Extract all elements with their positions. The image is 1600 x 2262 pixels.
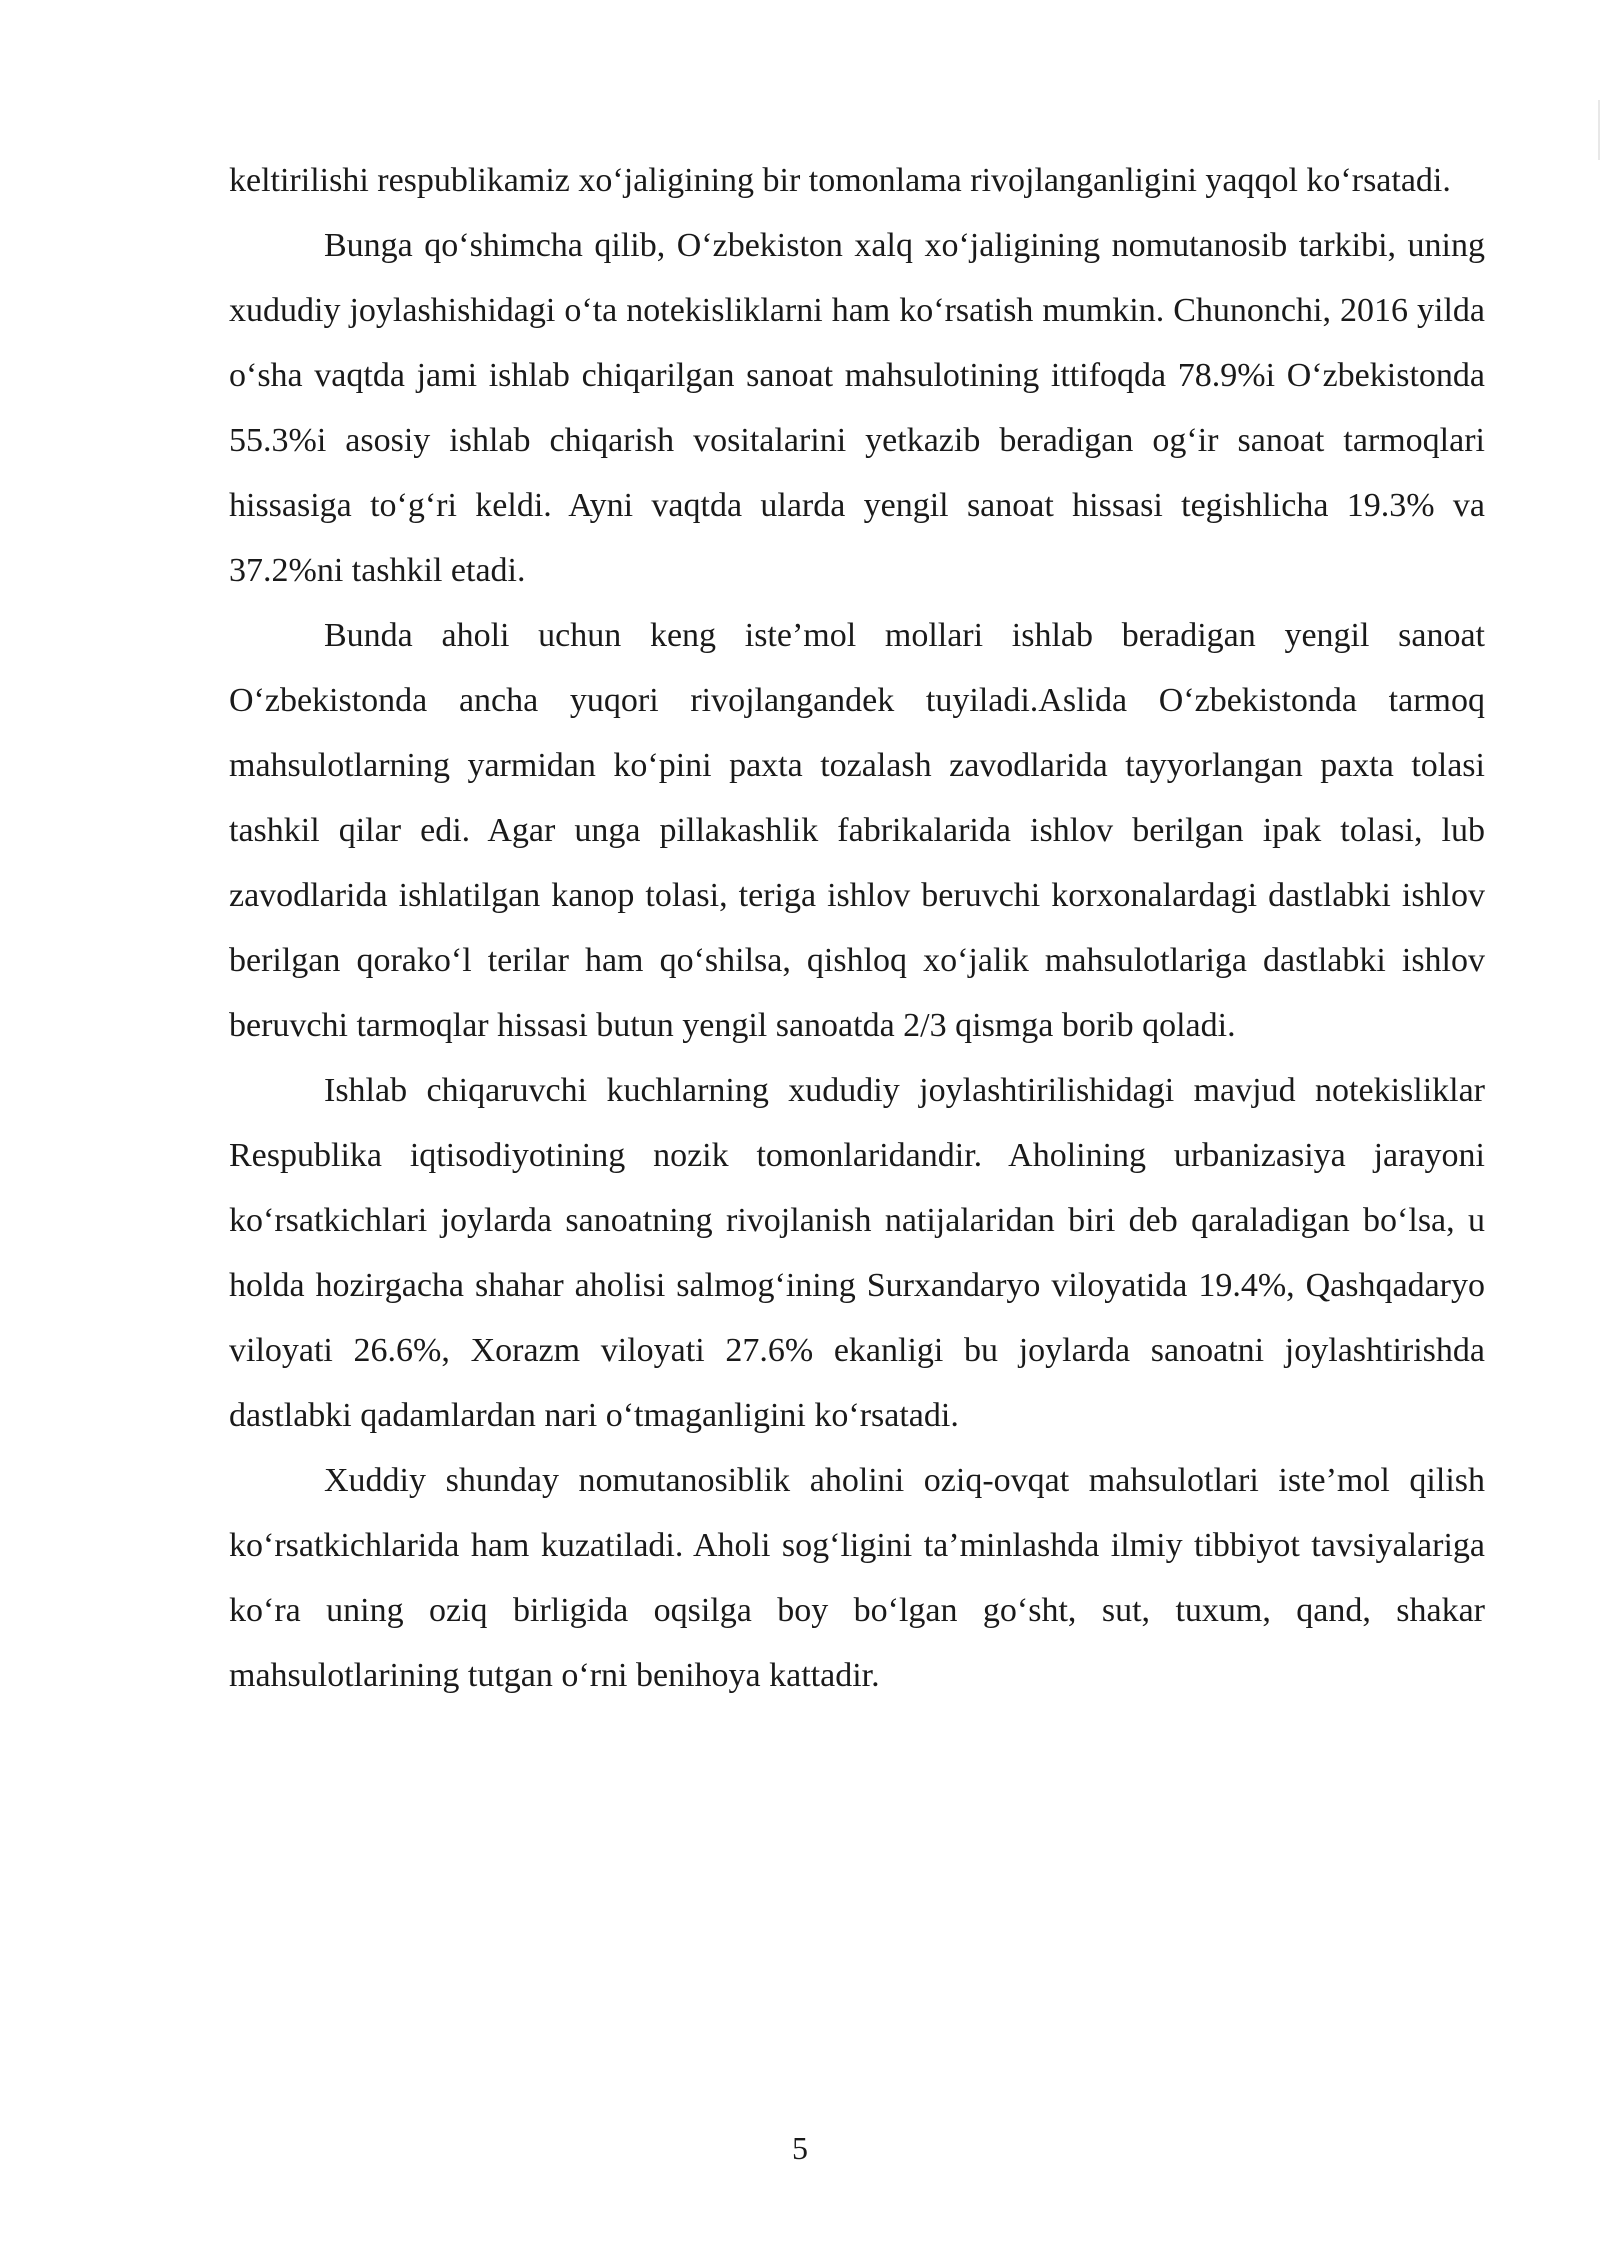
paragraph: Bunga qo‘shimcha qilib, O‘zbekiston xalq xo‘jaligining nomutanosib tarkibi, uning xududiy joylashishidagi o‘ta notekisliklarni ham ko‘rsatish mumkin. Chunonchi, 2016 yilda o‘sha vaqtda jami ishlab chiqarilgan sanoat mahsulotining ittifoqda 78.9%i O‘zbekistonda 55.3%i asosiy ishlab chiqarish vositalarini yetkazib beradigan og‘ir sanoat tarmoqlari hissasiga to‘g‘ri keldi. Ayni vaqtda ularda yengil sanoat hissasi tegishlicha 19.3% va 37.2%ni tashkil etadi. <box>229 227 1485 589</box>
paragraph-continuation: keltirilishi respublikamiz xo‘jaligining bir tomonlama rivojlanganligini yaqqol ko‘rsatadi. <box>229 162 1451 199</box>
paragraph: Xuddiy shunday nomutanosiblik aholini oziq-ovqat mahsulotlari iste’mol qilish ko‘rsatkichlarida ham kuzatiladi. Aholi sog‘ligini ta’minlashda ilmiy tibbiyot tavsiyalariga ko‘ra uning oziq birligida oqsilga boy bo‘lgan go‘sht, sut, tuxum, qand, shakar mahsulotlarining tutgan o‘rni benihoya kattadir. <box>229 1462 1485 1694</box>
paragraph: Bunda aholi uchun keng iste’mol mollari ishlab beradigan yengil sanoat O‘zbekistonda ancha yuqori rivojlangandek tuyiladi.Aslida O‘zbekistonda tarmoq mahsulotlarning yarmidan ko‘pini paxta tozalash zavodlarida tayyorlangan paxta tolasi tashkil qilar edi. Agar unga pillakashlik fabrikalarida ishlov berilgan ipak tolasi, lub zavodlarida ishlatilgan kanop tolasi, teriga ishlov beruvchi korxonalardagi dastlabki ishlov berilgan qorako‘l terilar ham qo‘shilsa, qishloq xo‘jalik mahsulotlariga dastlabki ishlov beruvchi tarmoqlar hissasi butun yengil sanoatda 2/3 qismga borib qoladi. <box>229 617 1485 1044</box>
body-text <box>229 148 1485 1708</box>
page-number: 5 <box>792 2130 808 2166</box>
paragraph: Ishlab chiqaruvchi kuchlarning xududiy joylashtirilishidagi mavjud notekisliklar Respublika iqtisodiyotining nozik tomonlaridandir. Aholining urbanizasiya jarayoni ko‘rsatkichlari joylarda sanoatning rivojlanish natijalaridan biri deb qaraladigan bo‘lsa, u holda hozirgacha shahar aholisi salmog‘ining Surxandaryo viloyatida 19.4%, Qashqadaryo viloyati 26.6%, Xorazm viloyati 27.6% ekanligi bu joylarda sanoatni joylashtirishda dastlabki qadamlardan nari o‘tmaganligini ko‘rsatadi. <box>229 1072 1485 1434</box>
